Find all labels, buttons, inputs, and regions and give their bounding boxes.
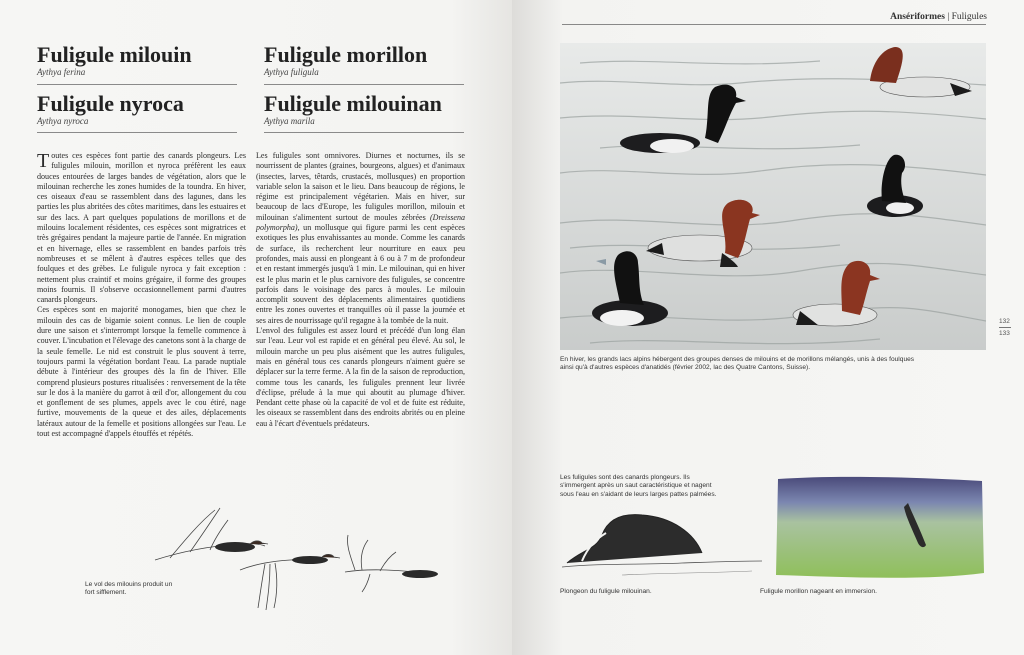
paragraph: Ces espèces sont en majorité monogames, bien que chez le milouin des cas de bigamie soient connus. Le lien de couple dure une saison et s'interrompt lorsque la femelle commence à couver. L'incubation et l'élevage des canetons sont à la charge de la seule femelle. Le nid est construit le plus souvent à terre, toujours parmi la végétation bordant l'eau. La parade nuptiale débute à l'intérieur des groupes dès la fin de l'hiver. Elle comprend plusieurs postures ritualisées : renversement de la tête sur le dos à la manière du garrot à œil d'or, allongement du cou et gonflement de ses plumes, appels avec le cou étiré, nage furtive, mouvements de la queue et des ailes, déplacements latéraux autour de la femelle et positions allongées sur l'eau. Le tout est accompagné d'appels étouffés et répétés. xyxy=(37,305,246,439)
paragraph-text: outes ces espèces font partie des canards plongeurs. Les fuligules milouin, morillon et nyroca préfèrent les eaux douces entourées de larges bandes de végétation, alors que le milouinan recherche les zones humides de la toundra. En hiver, ces oiseaux d'eau se rassemblent dans des lagunes, dans les parties les plus abritées des côtes maritimes, dans les estuaires et sur des lacs. A part quelques populations de morillons et de milouins localement résidentes, ces espèces sont migratrices et très grégaires pendant la majeure partie de l'année. En migration et en hivernage, elles se rassemblent en bandes parfois très nombreuses et se mêlent à d'autres espèces telles que des foulques et des grèbes. Le fuligule nyroca y fait exception : nettement plus craintif et moins grégaire, il forme des groupes moins fournis. Il s'observe occasionnellement parmi d'autres canards plongeurs. xyxy=(37,151,246,305)
caption-main: En hiver, les grands lacs alpins hébergent des groupes denses de milouins et de morillons mélangés, unis à des foulques ainsi qu'à d'autres espèces d'anatidés (février 2002, lac des Quatre Cantons, Suisse). xyxy=(560,356,915,372)
species-latin: Aythya ferina xyxy=(37,67,86,77)
title-rule xyxy=(37,132,237,133)
species-block-milouinan xyxy=(264,92,464,127)
paragraph xyxy=(37,151,246,305)
flight-sketch xyxy=(150,500,450,615)
page-number-left: 132 xyxy=(999,318,1010,325)
caption-plongeurs: Les fuligules sont des canards plongeurs. Ils s'immergent après un saut caractéristique et nagent sous l'eau en s'aidant de leurs larges pattes palmées. xyxy=(560,474,717,498)
header-rule xyxy=(562,24,986,25)
species-scientific-name: (Dreissena polymorpha) xyxy=(256,212,465,233)
caption-plongeon: Plongeon du fuligule milouinan. xyxy=(560,588,652,595)
page-number-right: 133 xyxy=(999,330,1010,337)
caption-flight: Le vol des milouins produit un fort sifflement. xyxy=(85,581,173,597)
main-painting-ducks xyxy=(560,43,986,350)
species-latin: Aythya marila xyxy=(264,116,315,126)
paragraph-text: Les fuligules sont omnivores. Diurnes et nocturnes, ils se nourrissent de plantes (graines, bourgeons, algues) et d'animaux (insectes, larves, têtards, crustacés, mollusques) en proportion variable selon la saison et le lieu. Dans beaucoup de régions, le régime est principalement végétarien. Mais en hiver, sur beaucoup de lacs d'Europe, les fuligules morillon, milouin et milouinan s'alimentent surtout de moules zébrées xyxy=(256,151,465,222)
flying-duck-sketch xyxy=(345,535,438,592)
flying-duck-sketch xyxy=(240,554,340,610)
paragraph: L'envol des fuligules est assez lourd et précédé d'un long élan sur l'eau. Leur vol est rapide et en général peu élevé. Au sol, le milouin marche un peu plus aisément que les autres fuligules, mais en général tous ces canards plongeurs n'aiment guère se déplacer sur la terre ferme. A la fin de la saison de reproduction, comme tous les canards, les fuligules prennent leur livrée d'éclipse, prélude à la mue qui aboutit au plumage d'hiver. Pendant cette phase où la capacité de vol et de fuite est réduite, les oiseaux se rassemblent dans des endroits abrités ou en pleine eau à l'écart d'éventuels prédateurs. xyxy=(256,326,465,428)
paragraph xyxy=(256,151,465,326)
page-number-rule xyxy=(999,327,1011,328)
underwater-watercolor xyxy=(774,473,986,583)
species-title: Fuligule nyroca xyxy=(37,91,184,116)
running-header: Ansériformes | Fuligules xyxy=(890,12,987,22)
species-latin: Aythya nyroca xyxy=(37,116,89,126)
species-title: Fuligule milouin xyxy=(37,42,192,67)
header-section: Ansériformes xyxy=(890,12,945,22)
diving-duck-sketch xyxy=(562,505,762,585)
title-rule xyxy=(264,84,464,85)
title-rule xyxy=(37,84,237,85)
caption-immersion: Fuligule morillon nageant en immersion. xyxy=(760,588,877,595)
title-rule xyxy=(264,132,464,133)
species-title: Fuligule milouinan xyxy=(264,91,442,116)
right-page xyxy=(512,0,1024,655)
header-subsection: Fuligules xyxy=(951,12,987,22)
species-block-nyroca xyxy=(37,92,237,127)
flying-duck-sketch xyxy=(155,508,268,560)
species-title: Fuligule morillon xyxy=(264,42,428,67)
species-block-milouin xyxy=(37,43,237,78)
drop-cap: T xyxy=(37,150,50,172)
body-column-2 xyxy=(256,151,465,429)
species-latin: Aythya fuligula xyxy=(264,67,319,77)
species-block-morillon xyxy=(264,43,464,78)
body-column-1 xyxy=(37,151,246,439)
paragraph-text: , un mollusque qui figure parmi les cent espèces exotiques les plus envahissantes au monde. Comme les canards de surface, ils recherchent leur nourriture en eaux peu profondes, mais aussi en plongeant à 6 ou à 7 m de profondeur et en restant immergés jusqu'à 1 min. Le milouinan, qui en hiver est le plus marin et le plus carnivore des fuligules, se concentre parfois dans le voisinage des parcs à moules. Le milouin accomplit souvent des déplacements alimentaires quotidiens entre les zones ouvertes et tranquilles où il passe la journée et ses aires de nourrissage qu'il regagne à la tombée de la nuit. xyxy=(256,223,465,325)
